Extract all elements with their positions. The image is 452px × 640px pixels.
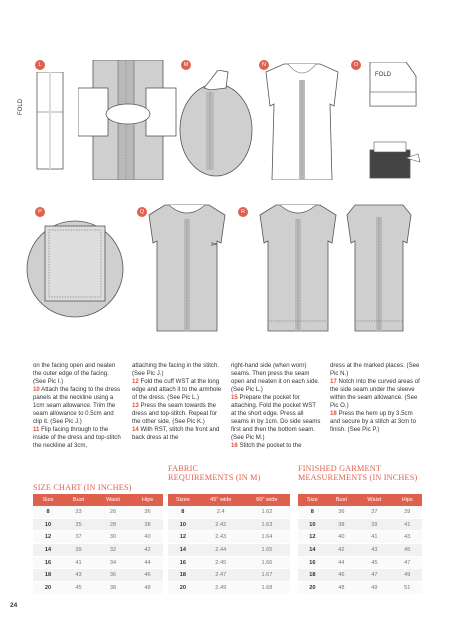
table-cell: 39 [356,518,392,531]
instructions-column-2 [132,362,222,442]
instructions-column-3 [231,362,321,451]
step-number: 18 [330,410,337,418]
table-cell: 40 [132,531,163,544]
table-row [298,544,422,557]
step-number: 11 [33,426,40,434]
table-cell: 41 [63,556,94,569]
table-cell: 16 [33,556,63,569]
table-row [33,531,163,544]
finished-measurements-title [298,464,417,482]
table-cell: 10 [168,518,198,531]
table-row [33,582,163,595]
step-text: Press the hem up by 3.5cm and secure by a stitch at 3cm to finish. (See Pic P.) [330,410,417,434]
table-row [298,582,422,595]
table-cell: 39 [63,544,94,557]
table-cell: 35 [63,518,94,531]
table-cell: 26 [94,506,132,518]
step-badge-r: R [238,207,248,217]
table-cell: 43 [356,544,392,557]
table-cell: 1.68 [244,582,290,595]
table-row [298,569,422,582]
table-row [168,582,290,595]
step-text: Attach the facing to the dress panels at the neckline using a 1cm seam allowance. Trim the seam allowance to 0.5cm and clip it. (See Pic J.) [33,386,121,426]
table-cell: 33 [63,506,94,518]
table-cell: 47 [392,556,422,569]
table-cell: 38 [327,518,357,531]
illustration-m-pocket [176,70,256,180]
step-text: right-hand side (when worn) seams. Then press the seam open and neaten it on each side. (See Pic L.) [231,362,320,394]
table-header-row [298,494,422,506]
table-cell: 18 [33,569,63,582]
table-cell: 38 [94,582,132,595]
table-cell: 42 [327,544,357,557]
step-text: Notch into the curved areas of the side seam under the sleeve within the seam allowance. (See Pic O.) [330,378,420,410]
table-cell: 2.44 [198,544,244,557]
table-cell: 18 [298,569,327,582]
table-row [298,518,422,531]
instruction-step [330,362,420,378]
table-cell: 51 [392,582,422,595]
column-header: Hips [132,494,163,506]
fold-label-l: FOLD [18,98,24,115]
column-header: Waist [94,494,132,506]
step-text: dress at the marked places. (See Pic N.) [330,362,420,378]
table-cell: 37 [356,506,392,518]
table-row [298,556,422,569]
step-badge-m: M [181,60,191,70]
table-cell: 45 [356,556,392,569]
column-header: 45" wide [198,494,244,506]
table-cell: 14 [298,544,327,557]
step-badge-o: O [351,60,361,70]
table-cell: 2.42 [198,518,244,531]
table-cell: 1.63 [244,518,290,531]
step-text: Stitch the pocket to the [237,442,302,450]
step-number: 15 [231,394,238,402]
size-chart-table [33,494,163,595]
table-cell: 41 [356,531,392,544]
table-row [168,569,290,582]
table-cell: 14 [168,544,198,557]
fabric-requirements-title [168,464,261,482]
table-cell: 1.67 [244,569,290,582]
step-text: With RST, stitch the front and back dress at the [132,426,220,442]
table-cell: 2.47 [198,569,244,582]
table-cell: 39 [392,506,422,518]
table-cell: 2.4 [198,506,244,518]
column-header: Size [298,494,327,506]
finished-title-line-2: MEASUREMENTS (IN INCHES) [298,473,418,482]
table-cell: 45 [63,582,94,595]
table-header-row [168,494,290,506]
table-cell: 38 [132,518,163,531]
table-cell: 8 [298,506,327,518]
table-cell: 41 [392,518,422,531]
finished-title-line-1: FINISHED GARMENT [298,464,382,473]
table-cell: 36 [327,506,357,518]
illustration-p-hem-detail [25,214,125,324]
table-cell: 30 [94,531,132,544]
instruction-step [33,362,123,386]
table-row [33,518,163,531]
table-cell: 1.62 [244,506,290,518]
table-row [298,531,422,544]
table-cell: 46 [132,569,163,582]
table-cell: 49 [392,569,422,582]
table-cell: 12 [298,531,327,544]
illustration-q-dress-back [145,203,230,333]
illustration-l-armhole-cuff [78,60,178,180]
table-cell: 49 [356,582,392,595]
instruction-step [132,402,222,426]
column-header: Hips [392,494,422,506]
table-row [168,556,290,569]
step-number: 17 [330,378,337,386]
table-row [33,544,163,557]
instruction-step [132,378,222,402]
table-cell: 20 [33,582,63,595]
column-header: 60" wide [244,494,290,506]
step-text: Press the seam towards the dress and top-stitch. Repeat for the other side. (See Pic K.) [132,402,218,426]
instruction-step [33,386,123,426]
table-cell: 45 [392,544,422,557]
step-badge-n: N [259,60,269,70]
table-cell: 16 [168,556,198,569]
illustration-n-dress-front [262,60,342,180]
table-row [298,506,422,518]
illustration-r-side-dress [345,203,415,333]
table-cell: 1.65 [244,544,290,557]
column-header: Sizes [168,494,198,506]
step-text: attaching the facing in the stitch. (See Pic J.) [132,362,220,378]
table-cell: 43 [63,569,94,582]
step-badge-p: P [35,207,45,217]
step-text: Prepare the pocket for attaching. Fold the pocket WST at the short edge. Press all seams in by 1cm. Do side seams first and then the bottom seam. (See Pic M.) [231,394,321,442]
step-number: 14 [132,426,139,434]
table-cell: 48 [132,582,163,595]
table-cell: 16 [298,556,327,569]
table-cell: 34 [94,556,132,569]
instructions-column-4 [330,362,420,434]
table-cell: 18 [168,569,198,582]
fabric-title-line-2: REQUIREMENTS (IN M) [168,473,261,482]
column-header: Waist [356,494,392,506]
table-cell: 1.66 [244,556,290,569]
instructions-column-1 [33,362,123,451]
instruction-step [33,426,123,450]
step-number: 12 [132,378,139,386]
table-cell: 42 [132,544,163,557]
table-cell: 20 [298,582,327,595]
instruction-step [231,362,321,394]
table-header-row [33,494,163,506]
table-cell: 40 [327,531,357,544]
finished-measurements-table [298,494,422,595]
table-cell: 32 [94,544,132,557]
instruction-step [132,426,222,442]
illustration-r-finished-dress [256,203,341,333]
step-badge-q: Q [137,207,147,217]
svg-text:✂: ✂ [211,240,218,249]
table-cell: 48 [327,582,357,595]
table-cell: 47 [356,569,392,582]
table-cell: 12 [168,531,198,544]
table-cell: 36 [94,569,132,582]
instruction-step [330,378,420,410]
table-cell: 8 [168,506,198,518]
step-text: Flip facing through to the inside of the dress and top-stitch the neckline at 3cm, [33,426,121,450]
illustration-o-fold-hem [366,62,426,182]
table-row [33,506,163,518]
table-row [33,569,163,582]
step-number: 10 [33,386,40,394]
fabric-requirements-table [168,494,290,595]
table-cell: 10 [33,518,63,531]
table-cell: 36 [132,506,163,518]
step-number: 13 [132,402,139,410]
table-row [168,531,290,544]
step-text: Fold the cuff WST at the long edge and attach it to the armhole of the dress. (See Pic L.) [132,378,222,402]
table-cell: 43 [392,531,422,544]
table-row [168,506,290,518]
table-row [168,544,290,557]
instruction-step [231,394,321,442]
fold-label-o: FOLD [375,72,392,78]
illustration-l-fold-cuff [25,72,65,172]
table-cell: 12 [33,531,63,544]
table-cell: 28 [94,518,132,531]
table-cell: 10 [298,518,327,531]
size-chart-title: SIZE CHART (IN INCHES) [33,483,132,492]
instruction-step [330,410,420,434]
table-row [168,518,290,531]
column-header: Bust [327,494,357,506]
table-cell: 2.43 [198,531,244,544]
column-header: Size [33,494,63,506]
fabric-title-line-1: FABRIC [168,464,199,473]
table-cell: 46 [327,569,357,582]
step-badge-l: L [35,60,45,70]
table-cell: 14 [33,544,63,557]
table-cell: 2.49 [198,582,244,595]
table-cell: 44 [327,556,357,569]
table-cell: 20 [168,582,198,595]
table-cell: 1.64 [244,531,290,544]
table-cell: 44 [132,556,163,569]
step-text: on the facing open and neaten the outer edge of the facing. (See Pic I.) [33,362,116,386]
table-row [33,556,163,569]
page-number: 24 [10,602,18,609]
instruction-step [231,442,321,450]
instruction-step [132,362,222,378]
table-cell: 37 [63,531,94,544]
table-cell: 8 [33,506,63,518]
step-number: 16 [231,442,238,450]
table-cell: 2.45 [198,556,244,569]
column-header: Bust [63,494,94,506]
